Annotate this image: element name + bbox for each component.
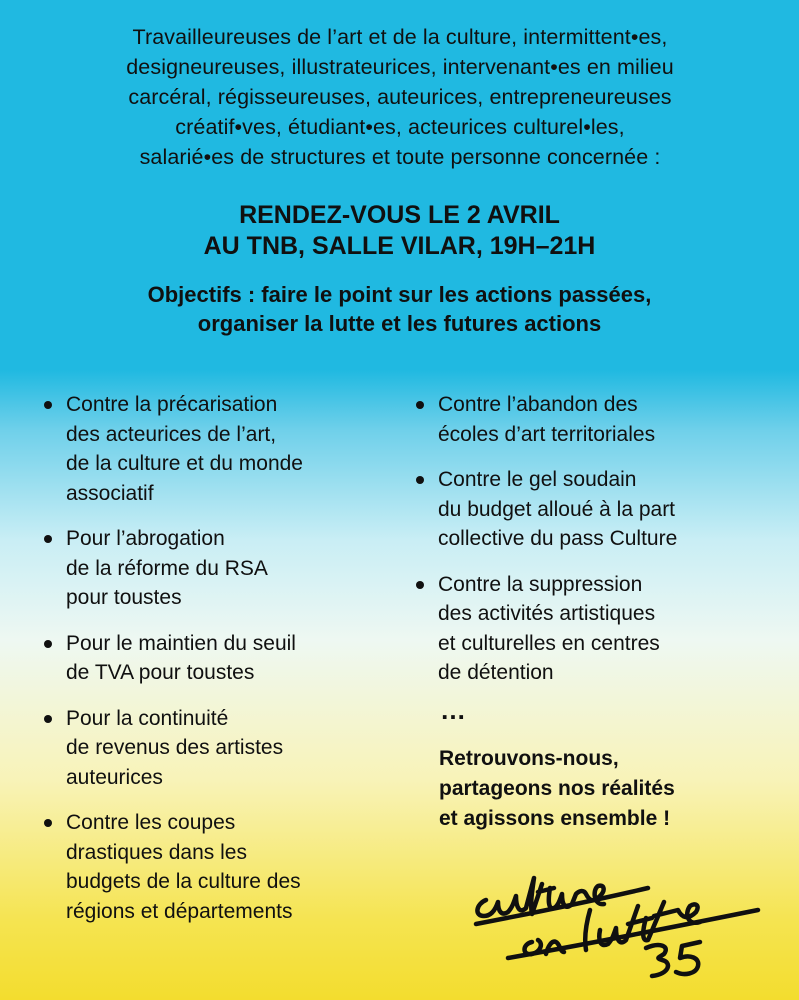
demand-item-line: collective du pass Culture — [438, 527, 678, 550]
culture-en-lutte-logo — [468, 858, 778, 988]
demand-item — [416, 570, 776, 688]
demand-item — [44, 524, 384, 613]
demand-item-line: des acteurices de l’art, — [66, 422, 277, 446]
objectives-line: Objectifs : faire le point sur les actions passées, — [147, 282, 652, 307]
demand-item-line: associatif — [66, 481, 154, 505]
demand-item-line: auteurices — [66, 765, 163, 789]
rendezvous-place: AU TNB, SALLE VILAR, 19H–21H — [203, 232, 596, 260]
demand-item-line: Contre l’abandon des — [438, 393, 638, 416]
demand-item-line: régions et départements — [66, 899, 293, 923]
demand-item — [44, 808, 384, 926]
closing-line: partageons nos réalités — [439, 777, 675, 800]
bullet-icon — [44, 535, 52, 543]
demand-item-line: de la réforme du RSA — [66, 556, 268, 580]
demand-item-line: Contre le gel soudain — [438, 468, 637, 491]
closing-line: Retrouvons-nous, — [439, 747, 619, 770]
bullet-icon — [44, 401, 52, 409]
closing-call — [439, 744, 675, 834]
demand-item — [416, 465, 776, 554]
demand-item-line: drastiques dans les — [66, 840, 247, 864]
demand-item-line: de TVA pour toustes — [66, 661, 255, 684]
bullet-icon — [44, 819, 52, 827]
demand-item — [44, 629, 384, 688]
demands-list-left — [44, 390, 384, 942]
demand-item-line: Pour la continuité — [66, 706, 229, 730]
demand-item — [44, 390, 384, 508]
demand-item-line: écoles d’art territoriales — [438, 422, 656, 446]
demand-item-line: et culturelles en centres — [438, 631, 660, 655]
bullet-icon — [44, 715, 52, 723]
demand-item-line: pour toustes — [66, 586, 182, 609]
intro-line: Travailleureuses de l’art et de la culture, intermittent•es, — [132, 25, 668, 49]
intro-line: créatif•ves, étudiant•es, acteurices culturel•les, — [175, 115, 625, 139]
rendezvous-heading — [0, 200, 799, 262]
demand-item-line: budgets de la culture des — [66, 870, 301, 893]
bullet-icon — [44, 640, 52, 648]
demand-item-line: Contre la précarisation — [66, 393, 278, 416]
objectives-line: organiser la lutte et les futures actions — [197, 311, 602, 336]
bullet-icon — [416, 476, 424, 484]
rendezvous-date: RENDEZ-VOUS LE 2 AVRIL — [239, 201, 560, 229]
intro-line: designeureuses, illustrateurices, intervenant•es en milieu — [126, 55, 674, 79]
closing-line: et agissons ensemble ! — [439, 807, 671, 830]
demand-item — [44, 704, 384, 793]
demand-item — [416, 390, 776, 449]
demand-item-line: des activités artistiques — [438, 602, 656, 625]
intro-line: carcéral, régisseureuses, auteurices, entrepreneureuses — [128, 85, 672, 109]
demand-item-line: de revenus des artistes — [66, 736, 284, 759]
demand-item-line: de la culture et du monde — [66, 452, 303, 475]
intro-line: salarié•es de structures et toute personne concernée : — [139, 145, 661, 169]
ellipsis: … — [440, 695, 468, 725]
objectives-text — [0, 280, 799, 338]
demand-item-line: du budget alloué à la part — [438, 497, 676, 521]
demand-item-line: Pour le maintien du seuil — [66, 631, 296, 655]
demand-item-line: Pour l’abrogation — [66, 527, 225, 550]
demand-item-line: de détention — [438, 661, 554, 684]
bullet-icon — [416, 401, 424, 409]
bullet-icon — [416, 581, 424, 589]
demand-item-line: Contre les coupes — [66, 811, 236, 834]
intro-text — [20, 22, 780, 172]
demand-item-line: Contre la suppression — [438, 572, 643, 596]
demands-list-right — [416, 390, 776, 704]
